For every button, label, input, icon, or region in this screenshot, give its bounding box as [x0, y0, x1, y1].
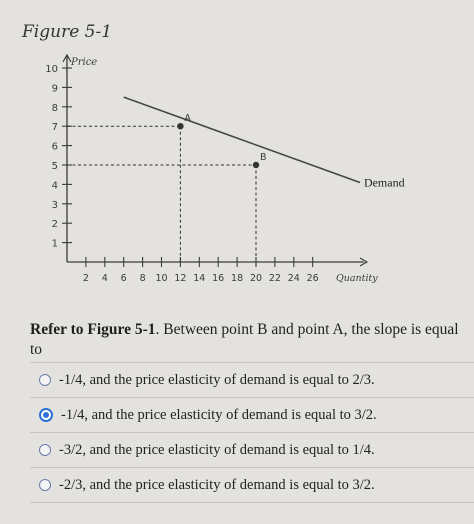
x-tick-label: 22	[268, 273, 281, 284]
figure-title: Figure 5-1	[22, 22, 113, 42]
y-tick-label: 2	[51, 219, 58, 231]
point-b	[253, 162, 259, 168]
y-tick-label: 7	[51, 122, 58, 134]
option-label: -1/4, and the price elasticity of demand is equal to 2/3.	[59, 371, 375, 388]
option-label: -3/2, and the price elasticity of demand is equal to 1/4.	[59, 441, 375, 458]
option-label: -1/4, and the price elasticity of demand is equal to 3/2.	[61, 406, 377, 423]
option-divider	[30, 502, 474, 503]
radio-button[interactable]	[39, 479, 51, 491]
x-tick-label: 10	[155, 273, 168, 284]
x-tick-label: 18	[231, 273, 244, 284]
answer-option-3[interactable]	[30, 433, 474, 467]
answer-option-4[interactable]	[30, 468, 474, 502]
y-axis-label: Price	[71, 57, 98, 68]
x-tick-label: 24	[287, 273, 300, 284]
point-a-label: A	[184, 113, 191, 125]
x-tick-label: 4	[101, 273, 108, 284]
question-body: . Between point B and point A, the slope is equal to	[30, 321, 459, 358]
x-tick-label: 12	[174, 273, 187, 284]
radio-button[interactable]	[39, 444, 51, 456]
x-tick-label: 2	[82, 273, 89, 284]
y-tick-label: 3	[51, 199, 58, 211]
y-tick-label: 10	[45, 64, 58, 75]
y-tick-label: 8	[51, 102, 58, 114]
x-tick-label: 14	[193, 273, 206, 284]
x-tick-label: 6	[120, 273, 127, 284]
demand-curve	[124, 97, 360, 182]
x-axis-label: Quantity	[335, 273, 378, 284]
x-tick-label: 20	[249, 273, 263, 284]
y-tick-label: 6	[51, 141, 58, 153]
x-tick-label: 8	[139, 273, 146, 284]
x-tick-label: 26	[306, 273, 319, 284]
answer-option-1[interactable]	[30, 363, 474, 397]
answer-option-2[interactable]	[30, 398, 474, 432]
y-tick-label: 9	[51, 83, 58, 95]
y-tick-label: 4	[51, 180, 58, 192]
point-b-label: B	[260, 152, 267, 163]
question-figure-ref: Refer to Figure 5-1	[30, 321, 156, 338]
question-text	[30, 320, 470, 360]
x-tick-label: 16	[212, 273, 225, 284]
y-tick-label: 1	[51, 238, 58, 250]
option-label: -2/3, and the price elasticity of demand is equal to 3/2.	[59, 476, 375, 493]
point-a	[177, 123, 183, 129]
y-tick-label: 5	[51, 161, 58, 172]
radio-button[interactable]	[39, 374, 51, 386]
demand-curve-label: Demand	[363, 175, 405, 190]
radio-button[interactable]	[39, 408, 53, 422]
